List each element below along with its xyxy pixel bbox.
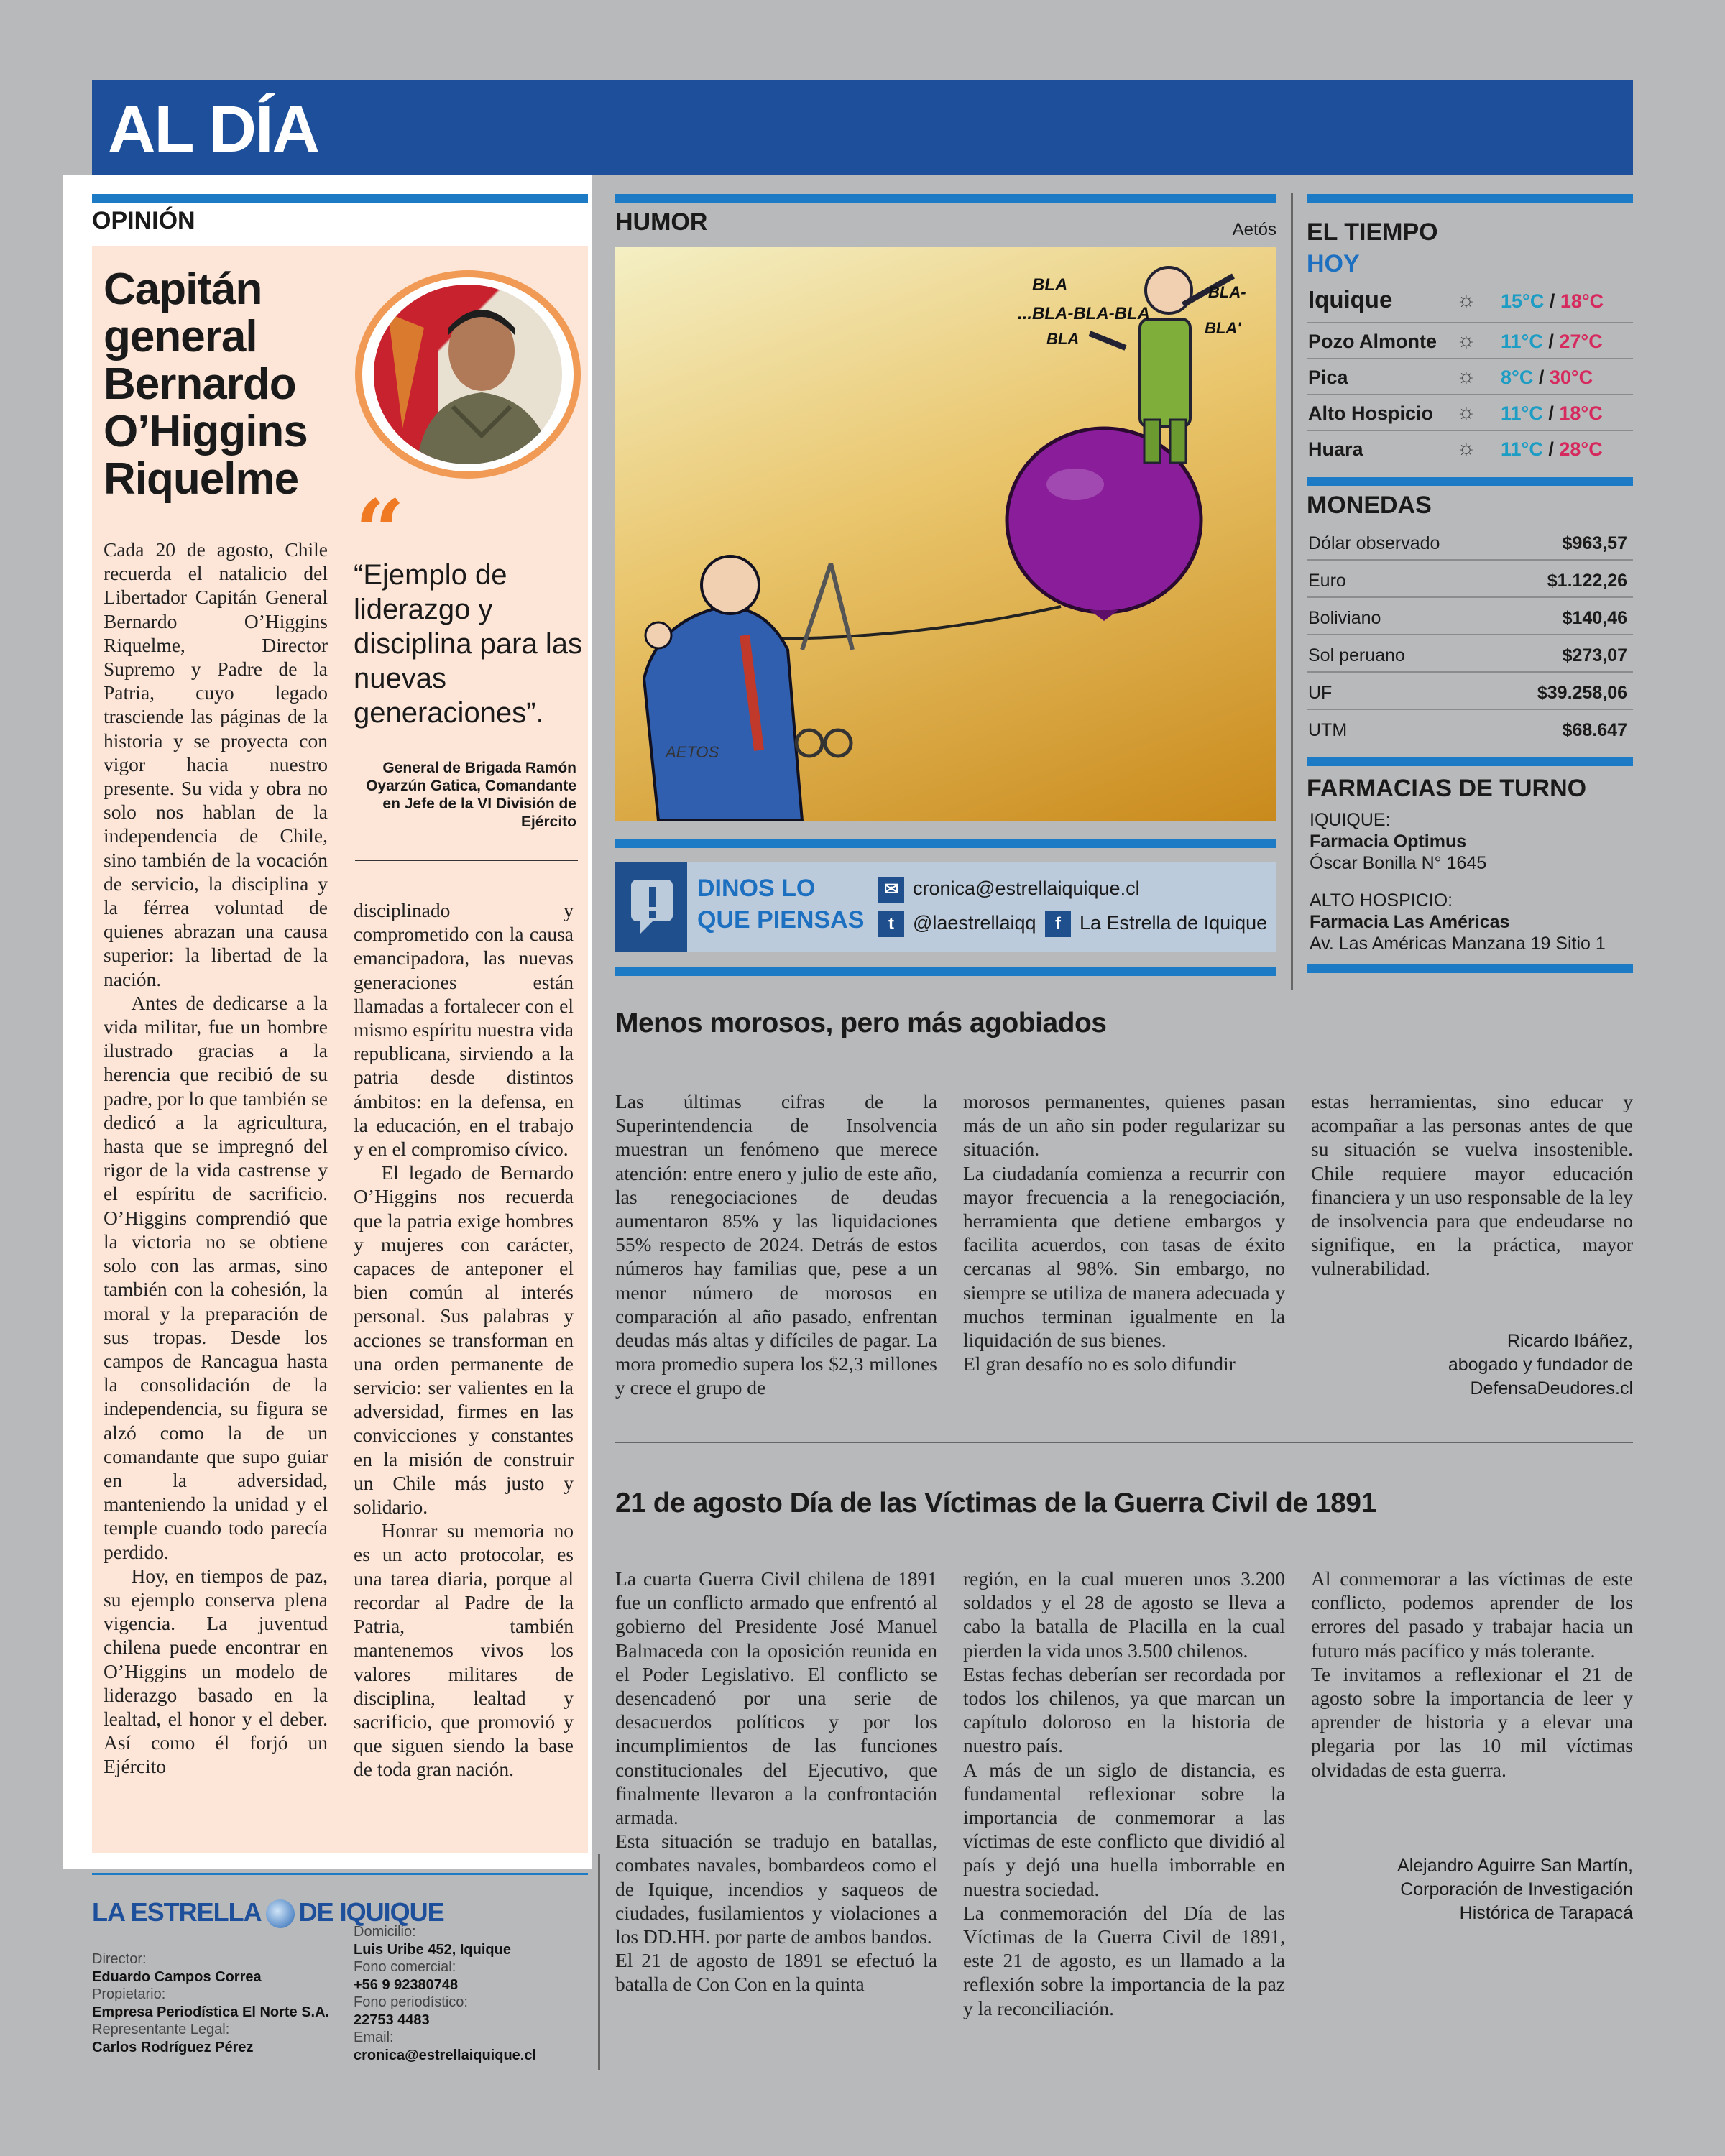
weather-city: Huara (1308, 438, 1363, 460)
temp-max: 27°C (1559, 331, 1603, 352)
news-phone: 22753 4483 (354, 2012, 430, 2028)
weather-top-rule (1307, 194, 1633, 203)
signature-line: Corporación de Investigación (1400, 1879, 1633, 1899)
feedback-email[interactable]: cronica@estrellaiquique.cl (913, 877, 1140, 899)
temp-min: 11°C (1501, 402, 1543, 424)
article2-col3 (1311, 1567, 1633, 1782)
currency-row (1307, 598, 1633, 635)
article-paragraph: La ciudadanía comienza a recurrir con mayor frecuencia a la renegociación, herramienta que detiene embargos y facilita acuerdos, con tasas de éxito cercanas al 98%. Sin embargo, no siempre se utiliza de manera adecuada y muchos terminan igualmente en la liquidación de sus bienes. (963, 1161, 1285, 1352)
humor-top-rule (615, 194, 1276, 203)
commercial-phone: +56 9 92380748 (354, 1976, 459, 1993)
section-title: AL DÍA (108, 93, 318, 166)
email-icon: ✉ (878, 877, 907, 903)
pharmacy-entry (1310, 809, 1633, 874)
masthead-divider (598, 1854, 600, 2070)
weather-city: Pica (1308, 367, 1348, 388)
legal-name: Carlos Rodríguez Pérez (92, 2039, 254, 2055)
currency-value: $273,07 (1562, 645, 1627, 665)
feedback-twitter[interactable]: @laestrellaiqq (913, 912, 1036, 934)
sun-icon: ☼ (1456, 436, 1476, 460)
article-paragraph: La cuarta Guerra Civil chilena de 1891 fue un conflicto armado que enfrentó al gobierno del Presidente José Manuel Balmaceda con la oposición reunida en el Poder Legislativo. El conflicto se desencadenó por una serie de desacuerdos políticos y por los incumplimientos de las funciones constitucionales del Ejecutivo, que finalmente llevaron a la confrontación armada. (615, 1567, 937, 1829)
article-paragraph: morosos permanentes, quienes pasan más de un año sin poder regularizar su situación. (963, 1090, 1285, 1161)
opinion-paragraph: Hoy, en tiempos de paz, su ejemplo conserva plena vigencia. La juventud chilena puede encontrar en O’Higgins un modelo de liderazgo basado en la lealtad, el honor y el deber. Así como él forjó un Ejército (104, 1564, 328, 1778)
currency-row (1307, 635, 1633, 673)
balloon-cartoon-icon (615, 247, 1276, 821)
bubble-text: BLA' (1205, 319, 1241, 337)
temp-min: 8°C (1501, 367, 1534, 388)
humor-label: HUMOR (615, 208, 708, 236)
signature-line: abogado y fundador de (1448, 1355, 1633, 1375)
article2-title: 21 de agosto Día de las Víctimas de la Guerra Civil de 1891 (615, 1488, 1376, 1519)
opinion-paragraph: Antes de dedicarse a la vida militar, fue un hombre ilustrado gracias a la herencia que recibió de su padre, por lo que también se dedicó a la agricultura, hasta que se impregnó del rigor de la vida castrense y el espíritu de sacrificio. O’Higgins comprendió que la victoria no se obtiene solo con las armas, sino también con la cohesión, la moral y la preparación de sus tropas. Desde los campos de Rancagua hasta la consolidación de la independencia, su figura se alzó como la de un comandante que supo guiar en la adversidad, manteniendo la unidad y el temple cuando todo parecía perdido. (104, 991, 328, 1563)
article-paragraph: Esta situación se tradujo en batallas, combates navales, bombardeos como el de Iquique, incendios y saqueos de ciudades, fusilamientos y violaciones a los DD.HH. por parte de ambos bandos. (615, 1830, 937, 1948)
bubble-text: BLA (1046, 330, 1080, 348)
currency-row (1307, 710, 1633, 747)
article2-signature (1311, 1854, 1633, 1925)
article-divider (615, 1442, 1633, 1443)
opinion-label: OPINIÓN (92, 207, 196, 234)
bubble-text: BLA (1032, 275, 1068, 295)
currency-name: Sol peruano (1308, 645, 1405, 665)
pharmacy-address: Óscar Bonilla N° 1645 (1310, 853, 1487, 873)
currency-name: Boliviano (1308, 608, 1381, 628)
temp-max: 28°C (1559, 438, 1603, 460)
temp-min: 15°C (1501, 290, 1545, 312)
temp-max: 18°C (1559, 402, 1603, 424)
weather-title: EL TIEMPO (1307, 218, 1438, 246)
article-paragraph: región, en la cual mueren unos 3.200 soldados y el 28 de agosto se lleva a cabo la batalla de Placilla en la cual pierden la vida unos 3.500 chilenos. (963, 1567, 1285, 1662)
address-value: Luis Uribe 452, Iquique (354, 1941, 511, 1958)
weather-city: Pozo Almonte (1308, 331, 1437, 352)
weather-row (1307, 283, 1633, 323)
article-paragraph: El gran desafío no es solo difundir (963, 1353, 1236, 1376)
imprint-email[interactable]: cronica@estrellaiquique.cl (354, 2047, 537, 2063)
weather-temp: 11°C / 18°C (1501, 402, 1603, 424)
article1-col3 (1311, 1089, 1633, 1281)
dinos-bottom-rule (615, 967, 1276, 976)
imprint-contact (354, 1923, 584, 2064)
article2-col2 (963, 1567, 1285, 2020)
currency-value: $963,57 (1562, 533, 1627, 553)
logo-text-left: LA ESTRELLA (92, 1897, 262, 1927)
temp-max: 30°C (1549, 367, 1593, 388)
pharmacy-address: Av. Las Américas Manzana 19 Sitio 1 (1310, 934, 1606, 954)
opinion-title: Capitán general Bernardo O’Higgins Riquelme (104, 264, 308, 504)
pharmacies-bottom-rule (1307, 964, 1633, 973)
author-photo (374, 285, 562, 464)
article-paragraph: estas herramientas, sino educar y acompañar a las personas antes de que su situación se vuelva insostenible. Chile requiere mayor educación financiera y un uso responsable de la ley de insolvencia para que endeudarse no signifique, en la práctica, mayor vulnerabilidad. (1311, 1090, 1633, 1280)
weather-temp: 15°C / 18°C (1501, 290, 1604, 312)
feedback-title: DINOS LO QUE PIENSAS (697, 875, 865, 934)
article-paragraph: El 21 de agosto de 1891 se efectuó la batalla de Con Con en la quinta (615, 1949, 937, 1996)
sun-icon: ☼ (1456, 364, 1476, 388)
bubble-text: ...BLA-BLA-BLA (1018, 304, 1150, 323)
facebook-icon: f (1045, 911, 1074, 937)
article1-title: Menos morosos, pero más agobiados (615, 1008, 1107, 1038)
weather-city: Alto Hospicio (1308, 402, 1433, 424)
currency-value: $140,46 (1562, 608, 1627, 628)
signature-line: Ricardo Ibáñez, (1506, 1331, 1633, 1351)
currency-value: $39.258,06 (1537, 683, 1627, 703)
pharmacy-entry (1310, 890, 1633, 954)
legal-label: Representante Legal: (92, 2022, 230, 2037)
bubble-text: BLA- (1208, 283, 1246, 301)
opinion-paragraph: Honrar su memoria no es un acto protocolar, es una tarea diaria, porque al recordar al Padre de la Patria, también mantenemos vivos los valores militares de disciplina, lealtad y sacrificio, que promovió y que siguen siendo la base de toda gran nación. (354, 1519, 574, 1781)
temp-min: 11°C (1501, 438, 1543, 460)
opinion-body-col2 (354, 898, 574, 1782)
person-silhouette-icon (374, 285, 562, 464)
pharmacy-name: Farmacia Las Américas (1310, 912, 1510, 932)
cartoon-credit: Aetós (1232, 220, 1276, 239)
currency-value: $1.122,26 (1547, 571, 1627, 591)
cartoon-image (615, 247, 1276, 821)
director-label: Director: (92, 1951, 147, 1967)
article-paragraph: Al conmemorar a las víctimas de este conflicto, podemos aprender de los errores del pasado y trabajar hacia un futuro más pacífico y más tolerante. (1311, 1567, 1633, 1662)
address-label: Domicilio: (354, 1924, 416, 1940)
weather-row (1307, 359, 1633, 395)
currency-name: Dólar observado (1308, 533, 1440, 553)
opinion-body-col1 (104, 538, 328, 1779)
temp-min: 11°C (1501, 331, 1543, 352)
logo-text-right: DE IQUIQUE (298, 1897, 444, 1927)
imprint-top-rule (92, 1873, 588, 1875)
currencies-top-rule (1307, 477, 1633, 486)
opinion-paragraph: Cada 20 de agosto, Chile recuerda el natalicio del Libertador Capitán General Bernardo O’Higgins Riquelme, Director Supremo y Padre de la Patria, cuyo legado trasciende las páginas de la historia y se proyecta con vigor hacia nuestro presente. Su vida y obra no solo nos hablan de la independencia de Chile, sino también de la vocación de servicio, la disciplina y la férrea voluntad de quienes abrazan una causa superior: la libertad de la nación. (104, 538, 328, 990)
weather-row (1307, 431, 1633, 467)
partly-cloudy-icon: ☼ (1456, 288, 1476, 312)
quote-attribution: General de Brigada Ramón Oyarzún Gatica, Comandante en Jefe de la VI División de Ejército (366, 760, 576, 830)
signature-line: Histórica de Tarapacá (1459, 1903, 1633, 1923)
news-label: Fono periodístico: (354, 1994, 468, 2010)
speech-bubble-icon (615, 862, 687, 952)
column-divider (1291, 193, 1293, 990)
cartoon-signature: AETOS (666, 743, 719, 761)
article2-col1 (615, 1567, 937, 1996)
twitter-icon: t (878, 911, 907, 937)
weather-subtitle: HOY (1307, 250, 1360, 277)
article-paragraph: Estas fechas deberían ser recordada por todos los chilenos, ya que marcan un capítulo doloroso en la historia de nuestro país. (963, 1662, 1285, 1757)
weather-temp: 8°C / 30°C (1501, 367, 1593, 388)
article-paragraph: A más de un siglo de distancia, es fundamental reflexionar sobre la importancia de conmemorar a las víctimas de este conflicto que dividió al país y dejó una huella imborrable en nuestra sociedad. (963, 1758, 1285, 1900)
globe-icon (266, 1899, 295, 1928)
quote-mark-icon: “ (355, 481, 405, 582)
pharmacies-title: FARMACIAS DE TURNO (1307, 775, 1587, 802)
weather-row (1307, 323, 1633, 359)
currency-value: $68.647 (1562, 720, 1627, 740)
currencies-title: MONEDAS (1307, 492, 1432, 519)
opinion-paragraph: disciplinado y comprometido con la causa emancipadora, las nuevas generaciones están llamadas a fortalecer con el mismo espíritu nuestra vida republicana, sirviendo a la patria desde distintos ámbitos: en la defensa, en la educación, en el trabajo y en el compromiso cívico. (354, 899, 574, 1161)
currency-row (1307, 561, 1633, 598)
article1-signature (1311, 1330, 1633, 1401)
director-name: Eduardo Campos Correa (92, 1968, 262, 1985)
sun-icon: ☼ (1456, 328, 1476, 352)
owner-name: Empresa Periodística El Norte S.A. (92, 2004, 330, 2020)
currency-name: UF (1308, 683, 1333, 703)
signature-line: Alejandro Aguirre San Martín, (1397, 1856, 1633, 1876)
article-paragraph: Las últimas cifras de la Superintendencia de Insolvencia muestran un fenómeno que merece atención: entre enero y julio de este año, las renegociaciones de deudas aumentaron 85% y las liquidaciones 55% respecto de 2024. Detrás de estos números hay familias que, pese a un menor número de morosos en comparación al año pasado, enfrentan deudas más altas y difíciles de pagar. La mora promedio supera los $2,3 millones y crece el grupo de (615, 1090, 937, 1399)
article-paragraph: La conmemoración del Día de las Víctimas de la Guerra Civil de 1891, este 21 de agosto, es un llamado a la reflexión sobre la importancia de la paz y la reconciliación. (963, 1901, 1285, 2019)
partly-cloudy-icon: ☼ (1456, 400, 1476, 424)
article1-col1 (615, 1089, 937, 1400)
currency-row (1307, 523, 1633, 561)
feedback-icon-bg (615, 862, 687, 952)
quote-divider (355, 860, 578, 861)
feedback-facebook[interactable]: La Estrella de Iquique (1080, 912, 1268, 934)
article1-col2 (963, 1089, 1285, 1376)
currency-name: UTM (1308, 720, 1348, 740)
commercial-label: Fono comercial: (354, 1959, 456, 1975)
weather-temp: 11°C / 28°C (1501, 438, 1603, 460)
signature-line: DefensaDeudores.cl (1470, 1378, 1633, 1399)
pharmacy-city: IQUIQUE: (1310, 810, 1391, 830)
pharmacy-city: ALTO HOSPICIO: (1310, 890, 1453, 911)
article-paragraph: Te invitamos a reflexionar el 21 de agosto sobre la importancia de leer y aprender de historia y a elevar una plegaria por las 10 mil víctimas olvidadas de esta guerra. (1311, 1662, 1633, 1781)
weather-city: Iquique (1308, 286, 1393, 313)
opinion-paragraph: El legado de Bernardo O’Higgins nos recuerda que la patria exige hombres y mujeres con carácter, capaces de anteponer el bien común al interés personal. Sus palabras y acciones se transforman en una orden permanente de servicio: ser valientes en la adversidad, firmes en las convicciones y constantes en la misión de construir un Chile más justo y solidario. (354, 1161, 574, 1519)
opinion-quote: “Ejemplo de liderazgo y disciplina para las nuevas generaciones”. (354, 559, 582, 729)
email-label: Email: (354, 2030, 394, 2045)
currency-row (1307, 673, 1633, 710)
weather-temp: 11°C / 27°C (1501, 331, 1603, 352)
opinion-top-rule (92, 194, 588, 203)
temp-max: 18°C (1560, 290, 1604, 312)
imprint-staff (92, 1950, 365, 2056)
dinos-top-rule (615, 839, 1276, 848)
currency-name: Euro (1308, 571, 1346, 591)
pharmacies-top-rule (1307, 757, 1633, 766)
weather-row (1307, 395, 1633, 431)
owner-label: Propietario: (92, 1986, 166, 2002)
section-header-bar (92, 80, 1633, 175)
pharmacy-name: Farmacia Optimus (1310, 831, 1467, 852)
